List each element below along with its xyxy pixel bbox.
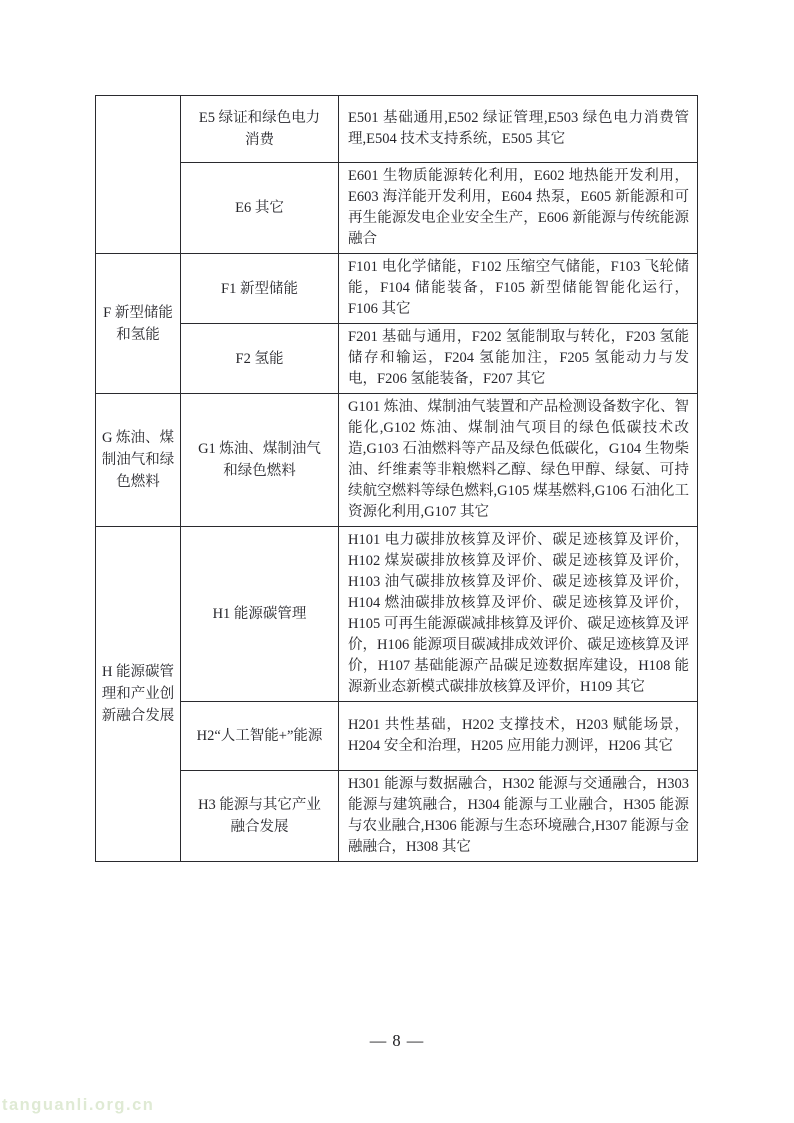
detail-cell-f2: F201 基础与通用，F202 氢能制取与转化，F203 氢能储存和输运，F204 氢能加注，F205 氢能动力与发电，F206 氢能装备，F207 其它	[339, 324, 698, 394]
detail-cell-h1: H101 电力碳排放核算及评价、碳足迹核算及评价，H102 煤炭碳排放核算及评价、碳足迹核算及评价，H103 油气碳排放核算及评价、碳足迹核算及评价，H104 燃油碳排放核算及评价、碳足迹核算及评价，H105 可再生能源碳减排核算及评价、碳足迹核算及评价，H106 能源项目碳减排成效评价、碳足迹核算及评价，H107 基础能源产品碳足迹数据库建设，H108 能源新业态新模式碳排放核算及评价，H109 其它	[339, 527, 698, 702]
subcategory-cell-e5: E5 绿证和绿色电力消费	[181, 96, 339, 163]
classification-table	[95, 95, 698, 862]
detail-cell-h3: H301 能源与数据融合，H302 能源与交通融合，H303 能源与建筑融合，H304 能源与工业融合，H305 能源与农业融合,H306 能源与生态环境融合,H307 能源与金融融合，H308 其它	[339, 771, 698, 862]
table-row	[96, 163, 698, 254]
subcategory-cell-h3: H3 能源与其它产业融合发展	[181, 771, 339, 862]
detail-cell-g1: G101 炼油、煤制油气装置和产品检测设备数字化、智能化,G102 炼油、煤制油气项目的绿色低碳技术改造,G103 石油燃料等产品及绿色低碳化，G104 生物柴油、纤维素等非粮燃料乙醇、绿色甲醇、绿氨、可持续航空燃料等绿色燃料,G105 煤基燃料,G106 石油化工资源化利用,G107 其它	[339, 394, 698, 527]
table-row	[96, 702, 698, 771]
page-number: — 8 —	[369, 1031, 425, 1050]
subcategory-cell-g1: G1 炼油、煤制油气和绿色燃料	[181, 394, 339, 527]
subcategory-cell-h2: H2“人工智能+”能源	[181, 702, 339, 771]
category-cell-f: F 新型储能和氢能	[96, 254, 181, 394]
watermark: tanguanli.org.cn	[2, 1096, 155, 1114]
table-row	[96, 394, 698, 527]
detail-cell-e6: E601 生物质能源转化利用，E602 地热能开发利用，E603 海洋能开发利用，E604 热泵，E605 新能源和可再生能源发电企业安全生产，E606 新能源与传统能源融合	[339, 163, 698, 254]
category-cell-g: G 炼油、煤制油气和绿色燃料	[96, 394, 181, 527]
table-row	[96, 96, 698, 163]
category-cell-e	[96, 96, 181, 254]
table-row	[96, 527, 698, 702]
subcategory-cell-f1: F1 新型储能	[181, 254, 339, 324]
table-row	[96, 254, 698, 324]
detail-cell-f1: F101 电化学储能，F102 压缩空气储能，F103 飞轮储能，F104 储能装备，F105 新型储能智能化运行，F106 其它	[339, 254, 698, 324]
subcategory-cell-e6: E6 其它	[181, 163, 339, 254]
subcategory-cell-f2: F2 氢能	[181, 324, 339, 394]
table-row	[96, 324, 698, 394]
table-row	[96, 771, 698, 862]
detail-cell-h2: H201 共性基础，H202 支撑技术，H203 赋能场景，H204 安全和治理，H205 应用能力测评，H206 其它	[339, 702, 698, 771]
subcategory-cell-h1: H1 能源碳管理	[181, 527, 339, 702]
detail-cell-e5: E501 基础通用,E502 绿证管理,E503 绿色电力消费管理,E504 技术支持系统，E505 其它	[339, 96, 698, 163]
category-cell-h: H 能源碳管理和产业创新融合发展	[96, 527, 181, 862]
